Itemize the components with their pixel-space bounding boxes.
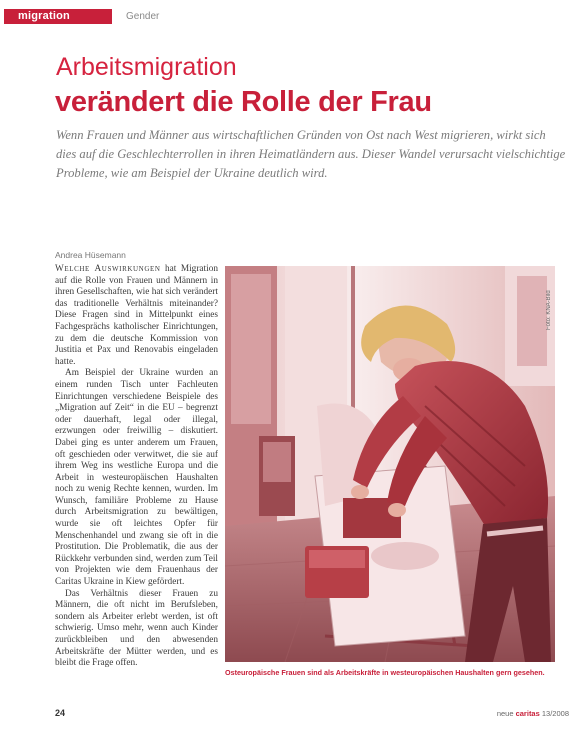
photo-woman-cleaning-icon — [225, 266, 555, 662]
article-lead: Wenn Frauen und Männer aus wirtschaftlichen Gründen von Ost nach West migrieren, wirkt sich dies auf die Geschlechterrollen in ihren Heimatländern aus. Dieser Wandel verursacht vielschichtige Probleme, wie am Beispiel der Ukraine deutlich wird. — [56, 128, 566, 180]
body-paragraph: Welche Auswirkungen hat Migration auf die Rolle von Frauen und Männern in ihren Gesellschaften, wie hat sich verändert das traditionelle Verhältnis miteinander? Diese Fragen sind in Mittelpunkt eines Fachgesprächs katholischer Einrichtungen, zu dem die deutsche Kommission von Justitia et Pax und Renovabis eingeladen hatte. — [55, 264, 218, 367]
body-paragraph: Das Verhältnis dieser Frauen zu Männern, die oft nicht im Berufsleben, sondern als Arbeiter erlebt werden, ist oft schwierig. Umso mehr, wenn auch Kinder zurückbleiben und den abwesenden Arbeitskräfte der Mütter werden, und es bleibt die Frage offen. — [55, 588, 218, 669]
footer-issue: 13/2008 — [541, 709, 569, 718]
footer-brand: caritas — [515, 709, 540, 718]
body-paragraph: Am Beispiel der Ukraine wurden an einem runden Tisch unter Fachleuten Einrichtungen verschiedene Beispiele des „Migration auf Zeit“ in die EU – begrenzt oder dauerhaft, legal oder illegal, erzwungen oder freiwillig – diskutiert. Dabei ging es unter anderem um Frauen, oft geschieden oder verwitwet, die sie auf ihrem Weg ins westliche Europa und die Arbeit in westeuropäischen Haushalten noch zu wenig Rechte kennen, wurden. Im Wunsch, familiäre Probleme zu Hause durch Arbeitsmigration zu bewältigen, wurde sie oft leichtes Opfer für Menschenhandel und zwang sie oft in die Prostitution. Die Problematik, die aus der Rückkehr verbunden sind, werden zum Teil von Projekten wie dem Frauenhaus der Caritas Ukraine in Kiew gefördert. — [55, 368, 218, 588]
photo-caption: Osteuropäische Frauen sind als Arbeitskräfte in westeuropäischen Haushalten gern gesehen. — [225, 668, 545, 677]
subsection-label: Gender — [126, 11, 160, 22]
lead-in-text: Welche Auswirkungen — [55, 264, 161, 274]
footer-prefix: neue — [496, 709, 514, 718]
author-byline: Andrea Hüsemann — [55, 250, 126, 260]
article-title-line-1: Arbeitsmigration — [56, 53, 237, 81]
photo-credit: Foto: KNA-Bild — [546, 290, 552, 330]
magazine-footer — [497, 709, 569, 718]
section-tag: migration — [4, 9, 112, 24]
article-photo — [225, 266, 555, 662]
article-body — [55, 264, 218, 692]
article-title-line-2: verändert die Rolle der Frau — [55, 86, 432, 118]
page-number: 24 — [55, 708, 66, 718]
